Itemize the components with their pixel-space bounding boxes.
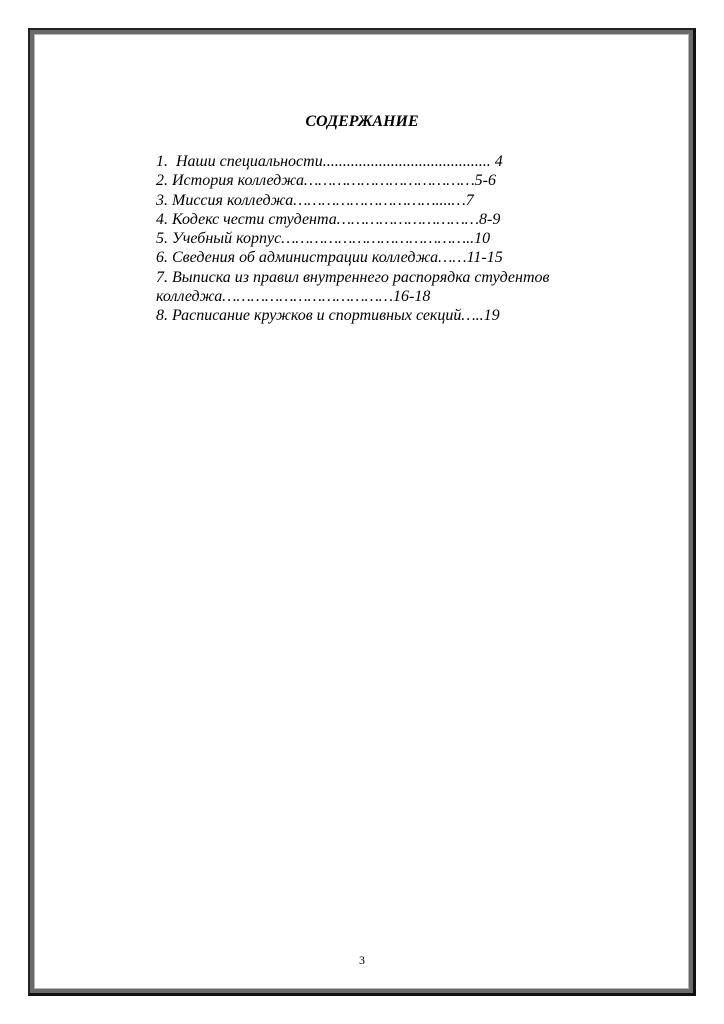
- toc-entry-3[interactable]: [156, 191, 606, 210]
- toc-title: СОДЕРЖАНИЕ: [305, 113, 419, 130]
- toc-page: 19: [483, 307, 500, 325]
- table-of-contents: [156, 152, 606, 326]
- toc-entry-7-continuation[interactable]: [156, 287, 606, 306]
- toc-leader: ………………………………: [303, 172, 475, 190]
- toc-text: Миссия колледжа: [168, 191, 294, 209]
- toc-entry-8[interactable]: [156, 306, 606, 325]
- toc-number: 5.: [156, 230, 168, 248]
- toc-entry-7[interactable]: [156, 268, 606, 287]
- toc-number: 6.: [156, 249, 168, 267]
- toc-text-continuation: колледжа: [156, 288, 223, 306]
- toc-leader: …..: [461, 307, 484, 325]
- toc-entry-5[interactable]: [156, 229, 606, 248]
- page-number: 3: [359, 953, 365, 967]
- toc-text: Расписание кружков и спортивных секций: [168, 307, 462, 325]
- toc-text: Наши специальности: [168, 153, 323, 170]
- toc-page: 10: [474, 230, 491, 248]
- toc-leader: ..........................................: [322, 153, 491, 170]
- toc-number: 3.: [156, 191, 168, 209]
- toc-number: 2.: [156, 172, 168, 190]
- toc-text: Выписка из правил внутреннего распорядка студентов: [168, 268, 550, 286]
- toc-number: 7.: [156, 268, 168, 286]
- toc-entry-4[interactable]: [156, 210, 606, 229]
- toc-number: 1.: [156, 153, 168, 170]
- toc-text: Кодекс чести студента: [168, 210, 337, 228]
- toc-leader: …………………………………..: [281, 230, 475, 248]
- toc-text: Учебный корпус: [168, 230, 282, 248]
- toc-text: Сведения об администрации колледжа: [168, 249, 439, 267]
- toc-leader: …………………………: [336, 210, 480, 228]
- toc-page: 8-9: [479, 210, 501, 228]
- toc-entry-6[interactable]: [156, 248, 606, 267]
- toc-number: 4.: [156, 210, 168, 228]
- toc-entry-1[interactable]: [156, 152, 606, 171]
- toc-leader: ……: [438, 249, 467, 267]
- toc-number: 8.: [156, 307, 168, 325]
- toc-page: 16-18: [393, 288, 431, 306]
- toc-page: 11-15: [466, 249, 503, 267]
- toc-leader: …………………………....: [293, 191, 452, 209]
- toc-entry-2[interactable]: [156, 171, 606, 190]
- toc-leader: ………………………………: [222, 288, 394, 306]
- toc-page: 4: [490, 153, 503, 170]
- toc-text: История колледжа: [168, 172, 304, 190]
- toc-page: 5-6: [474, 172, 496, 190]
- toc-page: …7: [451, 191, 474, 209]
